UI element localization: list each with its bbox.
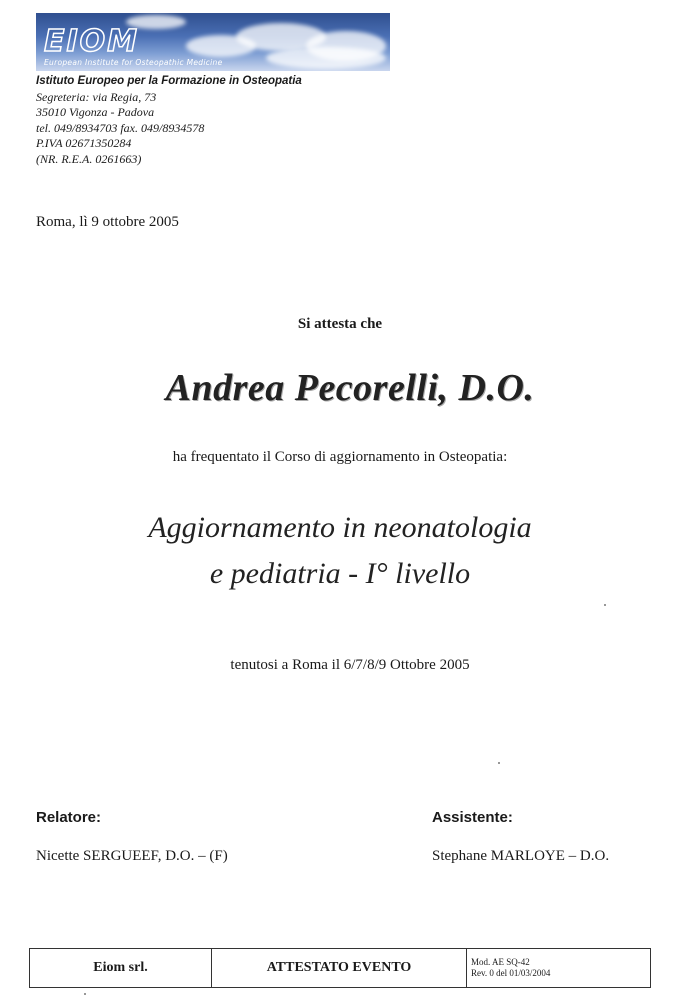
assistant-label: Assistente:	[432, 809, 513, 826]
course-title-line: Aggiornamento in neonatologia	[148, 511, 532, 544]
logo-wordmark: EIOM	[44, 24, 140, 59]
logo-tagline: European Institute for Osteopathic Medicine	[44, 58, 223, 67]
footer-table	[29, 948, 651, 988]
footer-model-info	[467, 949, 650, 987]
scan-speck	[604, 604, 606, 606]
speaker-name: Nicette SERGUEEF, D.O. – (F)	[36, 848, 228, 864]
course-dates: tenutosi a Roma il 6/7/8/9 Ottobre 2005	[230, 657, 470, 673]
scan-speck	[498, 762, 500, 764]
place-date: Roma, lì 9 ottobre 2005	[36, 214, 179, 230]
address-line: Segreteria: via Regia, 73	[36, 89, 157, 104]
logo-banner	[36, 13, 390, 71]
assistant-name: Stephane MARLOYE – D.O.	[432, 848, 610, 864]
organization-name: Istituto Europeo per la Formazione in Osteopatia	[36, 75, 302, 87]
course-title	[0, 505, 680, 597]
cloud-decoration	[266, 47, 386, 69]
course-title-line: e pediatria - I° livello	[209, 557, 471, 590]
footer-company: Eiom srl.	[30, 949, 212, 987]
footer-document-type: ATTESTATO EVENTO	[212, 949, 467, 987]
phone-fax: tel. 049/8934703 fax. 049/8934578	[36, 120, 205, 135]
rea-number: (NR. R.E.A. 0261663)	[36, 151, 142, 166]
attest-heading: Si attesta che	[297, 316, 383, 332]
course-intro: ha frequentato il Corso di aggiornamento in Osteopatia:	[172, 449, 508, 465]
footer-revision: Rev. 0 del 01/03/2004	[471, 968, 551, 978]
footer-model-code: Mod. AE SQ-42	[471, 957, 530, 967]
organization-address	[36, 74, 302, 168]
vat-number: P.IVA 02671350284	[36, 136, 132, 151]
scan-speck	[84, 993, 86, 995]
recipient-name: Andrea Pecorelli, D.O.	[165, 367, 535, 409]
speaker-label: Relatore:	[36, 809, 102, 826]
address-line: 35010 Vigonza - Padova	[36, 105, 155, 120]
